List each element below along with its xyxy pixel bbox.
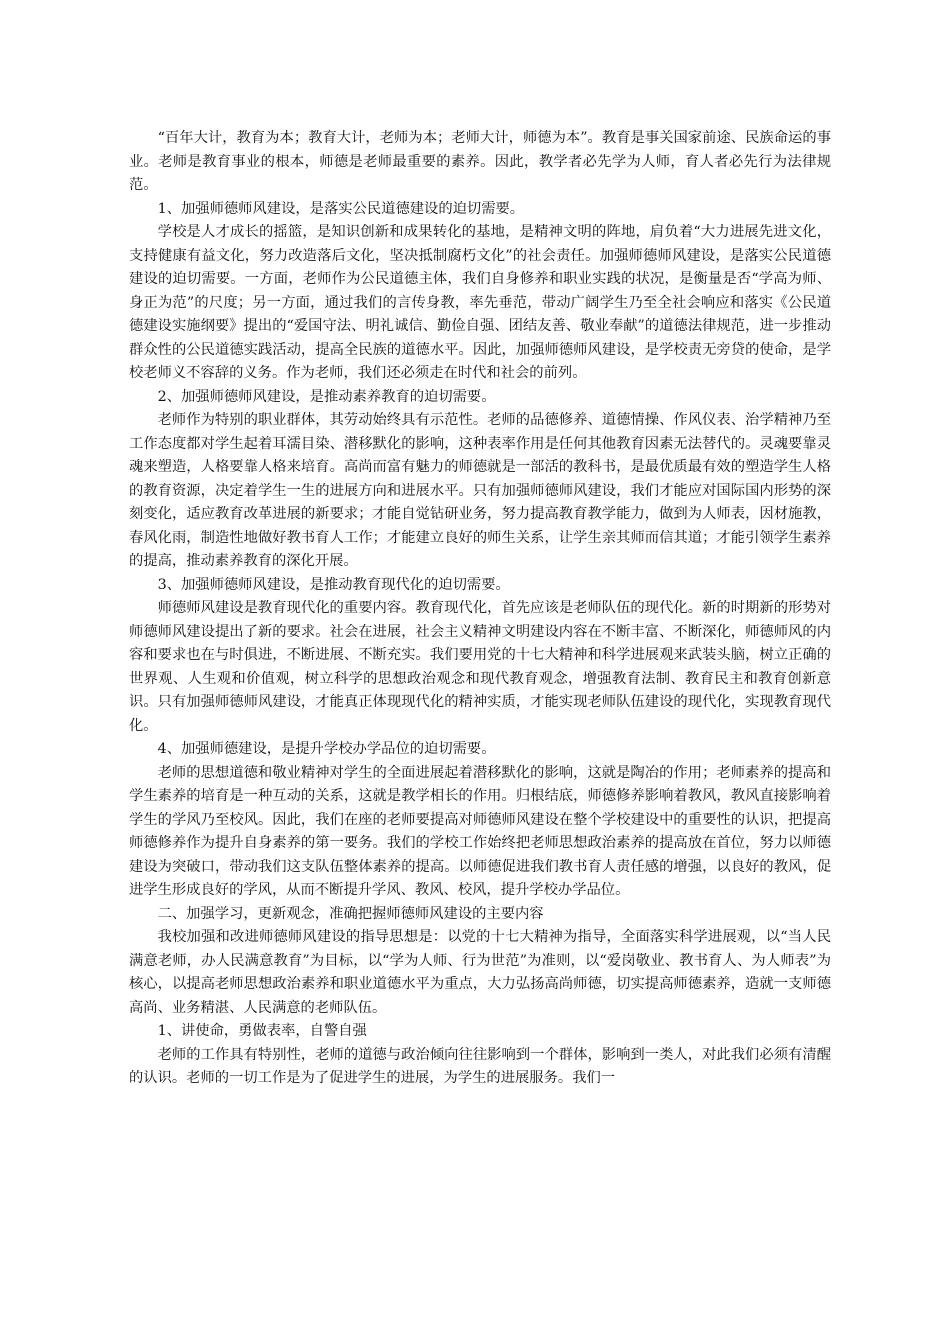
chapter-heading-2: 二、加强学习，更新观念，准确把握师德师风建设的主要内容 (157, 905, 544, 922)
section-body-3: 师德师风建设是教育现代化的重要内容。教育现代化，首先应该是老师队伍的现代化。新的时期新的形势对师德师风建设提出了新的要求。社会在进展，社会主义精神文明建设内容在不断丰富、不断深化，师德师风的内容和要求也在与时俱进，不断进展、不断充实。我们要用党的十七大精神和科学进展观来武装头脑，树立正确的世界观、人生观和价值观，树立科学的思想政治观念和现代教育观念，增强教育法制、教育民主和教育创新意识。只有加强师德师风建设，才能真正体现现代化的精神实质，才能实现老师队伍建设的现代化，实现教育现代化。 (129, 600, 831, 734)
document-page (129, 127, 831, 1091)
section-heading-4: 4、加强师德建设，是提升学校办学品位的迫切需要。 (157, 741, 496, 757)
intro-paragraph: “百年大计，教育为本；教育大计，老师为本；老师大计，师德为本”。教育是事关国家前途、民族命运的事业。老师是教育事业的根本，师德是老师最重要的素养。因此，教学者必先学为人师，育人者必先行为法律规范。 (129, 130, 831, 193)
section-body-1: 学校是人才成长的摇篮，是知识创新和成果转化的基地，是精神文明的阵地，肩负着“大力进展先进文化，支持健康有益文化，努力改造落后文化，坚决抵制腐朽文化”的社会责任。加强师德师风建设，是落实公民道德建设的迫切需要。一方面，老师作为公民道德主体，我们自身修养和职业实践的状况，是衡量是否“学高为师、身正为范”的尺度；另一方面，通过我们的言传身教，率先垂范，带动广阔学生乃至全社会响应和落实《公民道德建设实施纲要》提出的“爱国守法、明礼诚信、勤俭自强、团结友善、敬业奉献”的道德法律规范，进一步推动群众性的公民道德实践活动，提高全民族的道德水平。因此，加强师德师风建设，是学校责无旁贷的使命，是学校老师义不容辞的义务。作为老师，我们还必须走在时代和社会的前列。 (129, 224, 831, 381)
section-heading-2: 2、加强师德师风建设，是推动素养教育的迫切需要。 (157, 388, 496, 405)
subsection-heading-1: 1、讲使命，勇做表率，自警自强 (157, 1023, 367, 1039)
section-body-4: 老师的思想道德和敬业精神对学生的全面进展起着潜移默化的影响，这就是陶冶的作用；老师素养的提高和学生素养的培育是一种互动的关系，这就是教学相长的作用。归根结底，师德修养影响着教风，教风直接影响着学生的学风乃至校风。因此，我们在座的老师要提高对师德师风建设在整个学校建设中的重要性的认识，把提高师德修养作为提升自身素养的第一要务。我们的学校工作始终把老师思想政治素养的提高放在首位，努力以师德建设为突破口，带动我们这支队伍整体素养的提高。以师德促进我们教书育人责任感的增强，以良好的教风，促进学生形成良好的学风，从而不断提升学风、教风、校风，提升学校办学品位。 (129, 764, 831, 898)
section-heading-3: 3、加强师德师风建设，是推动教育现代化的迫切需要。 (157, 576, 510, 593)
section-heading-1: 1、加强师德师风建设，是落实公民道德建设的迫切需要。 (157, 200, 525, 217)
section-body-2: 老师作为特别的职业群体，其劳动始终具有示范性。老师的品德修养、道德情操、作风仪表、治学精神乃至工作态度都对学生起着耳濡目染、潜移默化的影响，这种表率作用是任何其他教育因素无法替代的。灵魂要靠灵魂来塑造，人格要靠人格来培育。高尚而富有魅力的师德就是一部活的教科书，是最优质最有效的塑造学生人格的教育资源，决定着学生一生的进展方向和进展水平。只有加强师德师风建设，我们才能应对国际国内形势的深刻变化，适应教育改革进展的新要求；才能自觉钻研业务，努力提高教育教学能力，做到为人师表，因材施教，春风化雨，制造性地做好教书育人工作；才能建立良好的师生关系，让学生亲其师而信其道；才能引领学生素养的提高，推动素养教育的深化开展。 (129, 412, 831, 569)
subsection-body-1: 老师的工作具有特别性，老师的道德与政治倾向往往影响到一个群体，影响到一类人，对此我们必须有清醒的认识。老师的一切工作是为了促进学生的进展，为学生的进展服务。我们一 (129, 1046, 831, 1086)
chapter-body-2: 我校加强和改进师德师风建设的指导思想是：以党的十七大精神为指导，全面落实科学进展观，以“当人民满意老师，办人民满意教育”为目标，以“学为人师、行为世范”为准则，以“爱岗敬业、教书育人、为人师表”为核心，以提高老师思想政治素养和职业道德水平为重点，大力弘扬高尚师德，切实提高师德素养，造就一支师德高尚、业务精湛、人民满意的老师队伍。 (129, 929, 831, 1016)
